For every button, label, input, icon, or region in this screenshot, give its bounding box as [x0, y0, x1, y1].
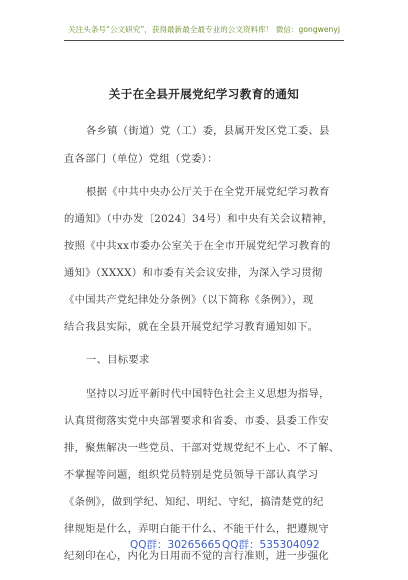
document-title: 关于在全县开展党纪学习教育的通知 — [108, 87, 300, 101]
header-note: 关注头条号“公文研究”，获得最新最全最专业的公文资料库！ 微信：gongwenyj — [68, 25, 340, 34]
paragraph-line: 坚持以习近平新时代中国特色社会主义思想为指导， — [86, 388, 330, 400]
paragraph-line: 按照《中共xx市委办公室关于在全市开展党纪学习教育的 — [64, 240, 331, 252]
paragraph-line: 纪刻印在心，内化为日用而不觉的言行准则，进一步强化 — [64, 550, 329, 562]
footer-qq-group-2: QQ群：535304092 — [222, 539, 320, 551]
header-divider — [64, 40, 344, 41]
paragraph-line: 结合我县实际，就在全县开展党纪学习教育通知如下。 — [64, 321, 319, 333]
addressee-line: 各乡镇（街道）党（工）委，县属开发区党工委、县 — [86, 125, 330, 137]
footer-qq-group-1: QQ群：30265665 — [130, 539, 221, 551]
paragraph-line: 《条例》，做到学纪、知纪、明纪、守纪，搞清楚党的纪 — [64, 496, 324, 508]
addressee-line: 直各部门（单位）党组（党委）： — [64, 153, 218, 165]
paragraph-line: 根据《中共中央办公厅关于在全党开展党纪学习教育 — [86, 186, 330, 198]
paragraph-line: 律规矩是什么，弄明白能干什么、不能干什么，把遵规守 — [64, 523, 329, 535]
paragraph-line: 的通知》（中办发〔2024〕34号）和中央有关会议精神， — [64, 213, 334, 225]
section-heading: 一、目标要求 — [86, 354, 150, 366]
paragraph-line: 认真贯彻落实党中央部署要求和省委、市委、县委工作安 — [64, 415, 329, 427]
paragraph-line: 《中国共产党纪律处分条例》（以下简称《条例》），现 — [64, 294, 314, 306]
paragraph-line: 通知》（XXXX）和市委有关会议安排，为深入学习贯彻 — [64, 267, 323, 279]
paragraph-line: 排，聚焦解决一些党员、干部对党规党纪不上心、不了解、 — [64, 442, 340, 454]
paragraph-line: 不掌握等问题，组织党员特别是党员领导干部认真学习 — [64, 469, 319, 481]
